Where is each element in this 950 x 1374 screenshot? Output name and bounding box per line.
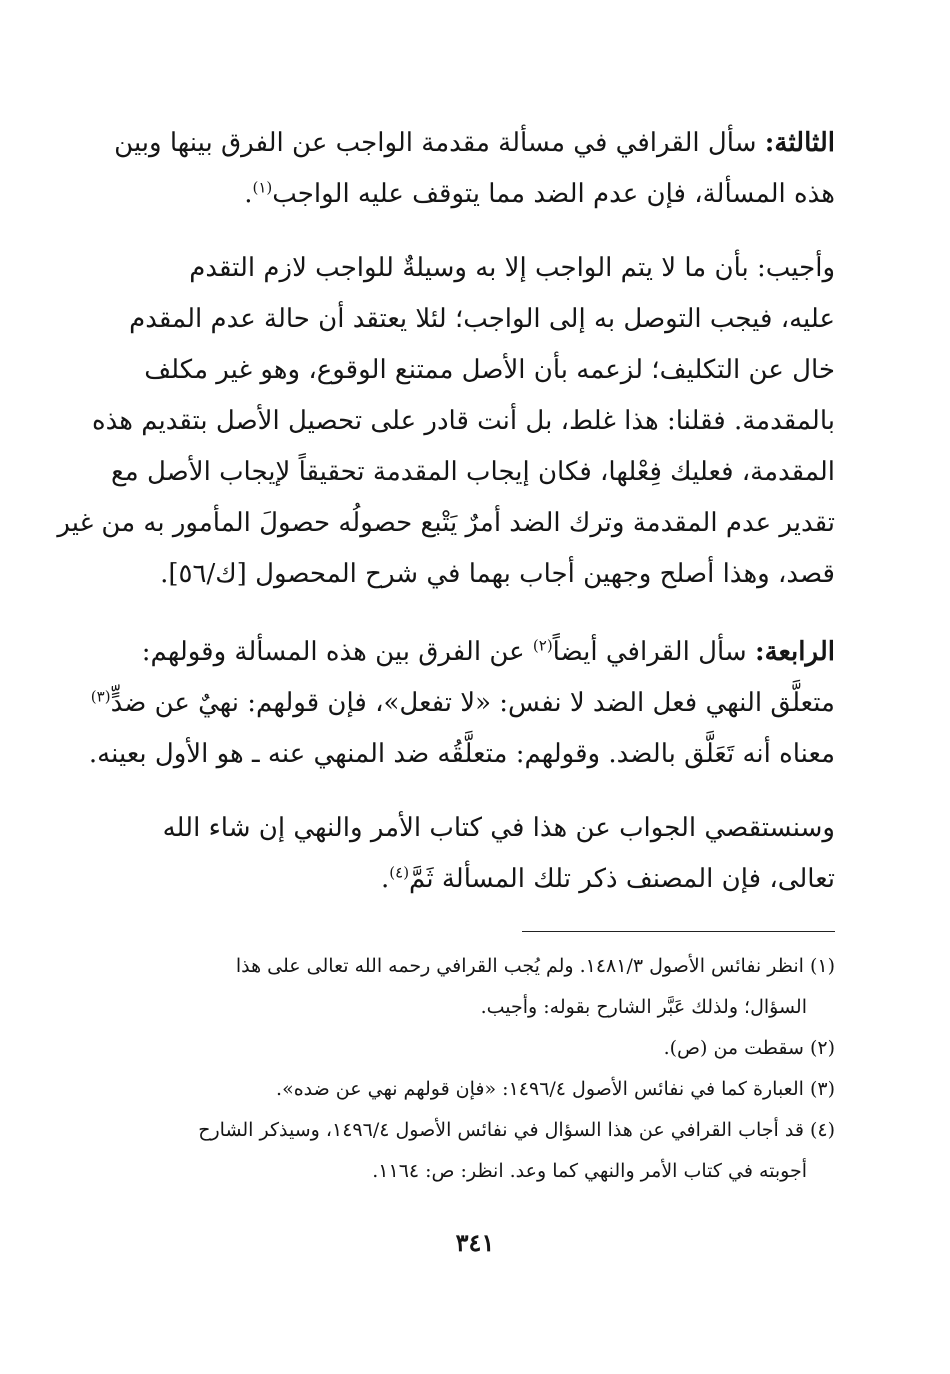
paragraph-third-question [114, 118, 835, 220]
line-text: متعلَّق النهي فعل الضد لا نفس: «لا تفعل»، فإن قولهم: نهيٌ عن ضدٍّ [110, 688, 835, 718]
line-text: قصد، وهذا أصلح وجهين أجاب بهما في شرح المحصول [ك/٥٦]. [160, 559, 835, 589]
footnote-3: (٣) العبارة كما في نفائس الأصول ١٤٩٦/٤: «فإن قولهم نهي عن ضده». [276, 1078, 835, 1100]
text-line [88, 729, 835, 780]
line-text: هذه المسألة، فإن عدم الضد مما يتوقف عليه الواجب [272, 179, 835, 209]
page-number: ٣٤١ [455, 1228, 495, 1257]
line-text: سأل القرافي في مسألة مقدمة الواجب عن الفرق بينها وبين [114, 128, 765, 158]
line-text: سأل القرافي أيضاً [552, 637, 755, 667]
section-lead-word: الرابعة: [754, 637, 835, 667]
text-line [129, 294, 835, 345]
footnote-ref: (١) [252, 178, 273, 197]
paragraph-closing [133, 803, 835, 905]
paragraph-fourth-question [88, 627, 835, 780]
line-text-tail: عن الفرق بين هذه المسألة وقولهم: [141, 637, 533, 667]
text-line [133, 243, 835, 294]
text-line [133, 549, 835, 600]
text-line [133, 803, 835, 854]
line-text: خال عن التكليف؛ لزعمه بأن الأصل ممتنع الوقوع، وهو غير مكلف [144, 355, 835, 385]
text-line [133, 169, 835, 220]
footnote-2: (٢) سقطت من (ص). [663, 1037, 835, 1059]
text-line [133, 627, 835, 678]
line-text: تقدير عدم المقدمة وترك الضد أمرٌ يَتْبع حصولُه حصولَ المأمور به من غير [57, 508, 835, 538]
line-text: وسنستقصي الجواب عن هذا في كتاب الأمر والنهي إن شاء الله [162, 813, 835, 843]
line-text-tail: . [244, 179, 253, 209]
footnote-ref: (٢) [532, 636, 553, 655]
footnote-ref: (٤) [389, 863, 410, 882]
text-line [114, 118, 835, 169]
footnote-ref: (٣) [90, 687, 111, 706]
text-line [91, 396, 835, 447]
section-lead-word: الثالثة: [764, 128, 835, 158]
line-text-tail: . [381, 864, 390, 894]
footnote-4: (٤) قد أجاب القرافي عن هذا السؤال في نفائس الأصول ١٤٩٦/٤، وسيذكر الشارح [198, 1119, 835, 1141]
line-text: عليه، فيجب التوصل به إلى الواجب؛ لئلا يعتقد أن حالة عدم المقدم [129, 304, 835, 334]
text-line [90, 678, 835, 729]
footnote-1-continuation: السؤال؛ ولذلك عَبَّر الشارح بقوله: وأجيب. [480, 996, 807, 1018]
footnote-separator [522, 931, 835, 932]
line-text: معناه أنه تَعَلَّق بالضد. وقولهم: متعلَّقُه ضد المنهي عنه ـ هو الأول بعينه. [88, 739, 835, 769]
text-line [133, 345, 835, 396]
paragraph-answer [57, 243, 835, 600]
footnote-4-continuation: أجوبته في كتاب الأمر والنهي كما وعد. انظر: ص: ١١٦٤. [372, 1160, 807, 1182]
line-text: بالمقدمة. فقلنا: هذا غلط، بل أنت قادر على تحصيل الأصل بتقديم هذه [91, 406, 835, 436]
text-line [57, 498, 835, 549]
text-line [133, 854, 835, 905]
line-text: وأجيب: بأن ما لا يتم الواجب إلا به وسيلةٌ للواجب لازم التقدم [189, 253, 835, 283]
line-text: تعالى، فإن المصنف ذكر تلك المسألة ثَمَّ [409, 864, 835, 894]
line-text: المقدمة، فعليك فِعْلها، فكان إيجاب المقدمة تحقيقاً لإيجاب الأصل مع [110, 457, 835, 487]
footnote-1: (١) انظر نفائس الأصول ١٤٨١/٣. ولم يُجب القرافي رحمه الله تعالى على هذا [235, 955, 835, 977]
text-line [110, 447, 835, 498]
footnotes [133, 946, 835, 1192]
